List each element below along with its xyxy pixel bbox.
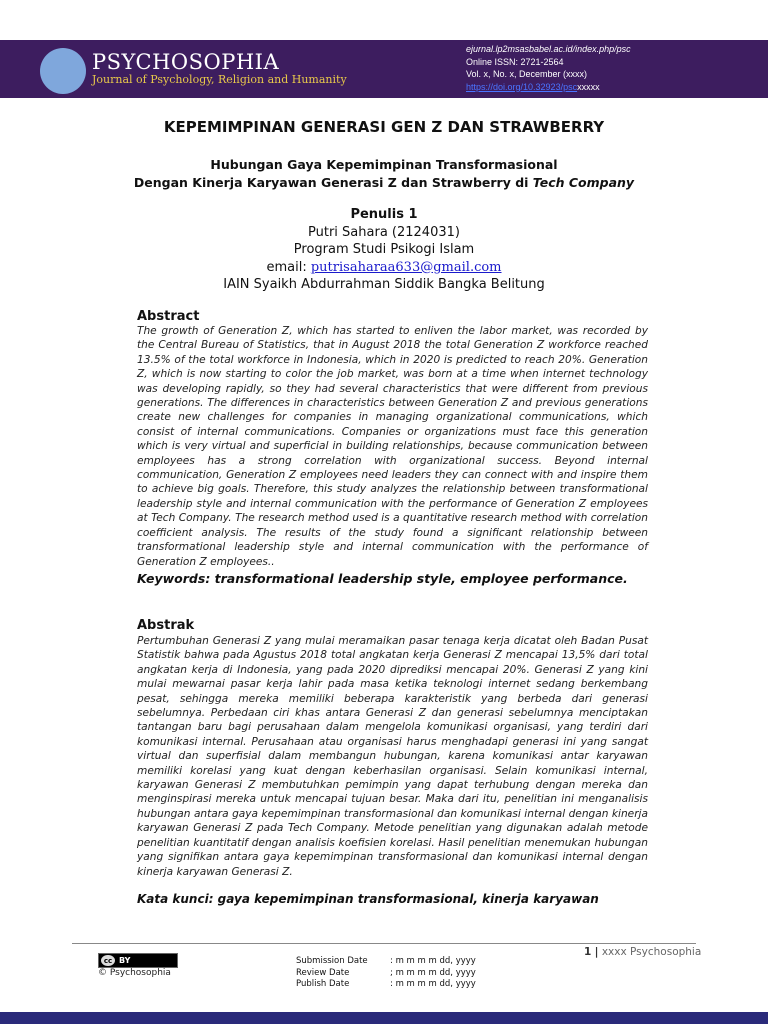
author-heading: Penulis 1 xyxy=(350,207,418,222)
journal-info xyxy=(466,43,631,93)
bottom-bar xyxy=(0,1012,768,1024)
journal-header xyxy=(0,40,768,98)
abstract-keywords: Keywords: transformational leadership style, employee performance. xyxy=(137,570,628,586)
subtitle-italic: Tech Company xyxy=(532,175,635,190)
publish-value: : m m m m dd, yyyy xyxy=(390,979,476,989)
page-separator: | xyxy=(594,946,599,958)
cc-license-badge[interactable] xyxy=(98,953,178,968)
subtitle-line-2 xyxy=(0,174,768,192)
journal-url[interactable]: ejurnal.lp2msasbabel.ac.id/index.php/psc xyxy=(466,44,631,54)
copyright: © Psychosophia xyxy=(98,968,171,978)
journal-issn: Online ISSN: 2721-2564 xyxy=(466,56,564,67)
email-label: email: xyxy=(266,259,307,275)
abstrak-heading: Abstrak xyxy=(137,618,195,633)
page-journal: xxxx Psychosophia xyxy=(601,946,702,958)
doi-suffix: xxxxx xyxy=(577,81,600,92)
submission-value: : m m m m dd, yyyy xyxy=(390,956,476,966)
abstrak-section xyxy=(137,618,648,906)
publish-label: Publish Date xyxy=(296,979,350,989)
subtitle-line-1: Hubungan Gaya Kepemimpinan Transformasional xyxy=(210,157,558,172)
author-block xyxy=(0,206,768,294)
submission-row xyxy=(296,956,476,968)
doi-link[interactable]: https://doi.org/10.32923/psc xyxy=(466,81,578,92)
abstract-text: The growth of Generation Z, which has started to enliven the labor market, was recorded by the Central Bureau of Statistics, that in August 2018 the total Generation Z workforce reached 13.5% of the total workforce in Indonesia, which in 2020 is predicted to reach 20%. Generation Z, which is now starting to color the job market, was born at a time when internet technology was developing rapidly, so they had several characteristics that were different from previous generations. The differences in characteristics between Generation Z and previous generations create new challenges for companies in managing organizational communications, which consist of internal communications. Companies or organizations must face this generation which is very virtual and superficial in building relationships, because communication between employees has a strong correlation with organizational success. Beyond internal communication, Generation Z employees need leaders they can connect with and inspire them to achieve big goals. Therefore, this study analyzes the relationship between transformational leadership style and internal communication with the performance of Generation Z employees at Tech Company. The research method used is a quantitative research method with correlation coefficient analysis. The results of the study found a significant relationship between transformational leadership style and internal communication with the performance of Generation Z employees.. xyxy=(137,325,648,568)
abstrak-text: Pertumbuhan Generasi Z yang mulai meramaikan pasar tenaga kerja dicatat oleh Badan Pusat Statistik bahwa pada Agustus 2018 total angkatan kerja Generasi Z mencapai 13,5% dari total angkatan kerja di Indonesia, yang pada 2020 diprediksi mencapai 20%. Generasi Z yang kini mulai mewarnai pasar kerja lahir pada masa ketika teknologi internet sedang berkembang pesat, sehingga mereka memiliki beberapa karakteristik yang berbeda dari generasi sebelumnya. Perbedaan ciri khas antara Generasi Z dan generasi sebelumnya menciptakan tantangan baru bagi perusahaan dalam mengelola komunikasi organisasi, yang terdiri dari komunikasi internal. Perusahaan atau organisasi harus menghadapi generasi ini yang sangat virtual dan superfisial dalam membangun hubungan, karena komunikasi antar karyawan memiliki korelasi yang kuat dengan keberhasilan organisasi. Selain komunikasi internal, karyawan Generasi Z membutuhkan pemimpin yang dapat terhubung dengan mereka dan menginspirasi mereka untuk mencapai tujuan besar. Maka dari itu, penelitian ini menganalisis hubungan antara gaya kepemimpinan transformasional dan komunikasi internal dengan kinerja karyawan Generasi Z pada Tech Company. Metode penelitian yang digunakan adalah metode penelitian kuantitatif dengan analisis koefisien korelasi. Hasil penelitian menemukan hubungan yang signifikan antara gaya kepemimpinan transformasional dan komunikasi internal dengan kinerja karyawan Generasi Z. xyxy=(137,635,648,878)
date-table xyxy=(296,956,476,991)
cc-by-label: BY xyxy=(119,956,131,965)
cc-icon: cc xyxy=(101,955,115,966)
publish-row xyxy=(296,979,476,991)
abstract-heading: Abstract xyxy=(137,309,200,324)
journal-logo xyxy=(40,48,86,94)
author-program: Program Studi Psikogi Islam xyxy=(293,242,475,257)
journal-subtitle: Journal of Psychology, Religion and Humanity xyxy=(92,73,347,86)
page-number-value: 1 xyxy=(584,946,592,958)
paper-title: KEPEMIMPINAN GENERASI GEN Z DAN STRAWBERRY xyxy=(163,118,605,136)
author-name: Putri Sahara (2124031) xyxy=(308,224,460,240)
journal-volume: Vol. x, No. x, December (xxxx) xyxy=(466,69,588,79)
submission-label: Submission Date xyxy=(296,956,368,966)
abstract-section xyxy=(137,309,648,586)
abstrak-keywords: Kata kunci: gaya kepemimpinan transformasional, kinerja karyawan xyxy=(137,891,599,906)
review-value: ; m m m m dd, yyyy xyxy=(390,967,476,978)
review-label: Review Date xyxy=(296,967,350,978)
journal-doi xyxy=(466,81,631,94)
page-number xyxy=(584,946,701,958)
paper-subtitle xyxy=(0,156,768,192)
footer-divider xyxy=(72,943,696,944)
subtitle-line-2-text: Dengan Kinerja Karyawan Generasi Z dan Strawberry di xyxy=(133,175,529,190)
author-email-line xyxy=(0,259,768,277)
author-email-link[interactable]: putrisaharaa633@gmail.com xyxy=(310,259,502,275)
author-institution: IAIN Syaikh Abdurrahman Siddik Bangka Belitung xyxy=(223,277,545,292)
review-row xyxy=(296,968,476,980)
journal-name: PSYCHOSOPHIA xyxy=(92,50,280,74)
